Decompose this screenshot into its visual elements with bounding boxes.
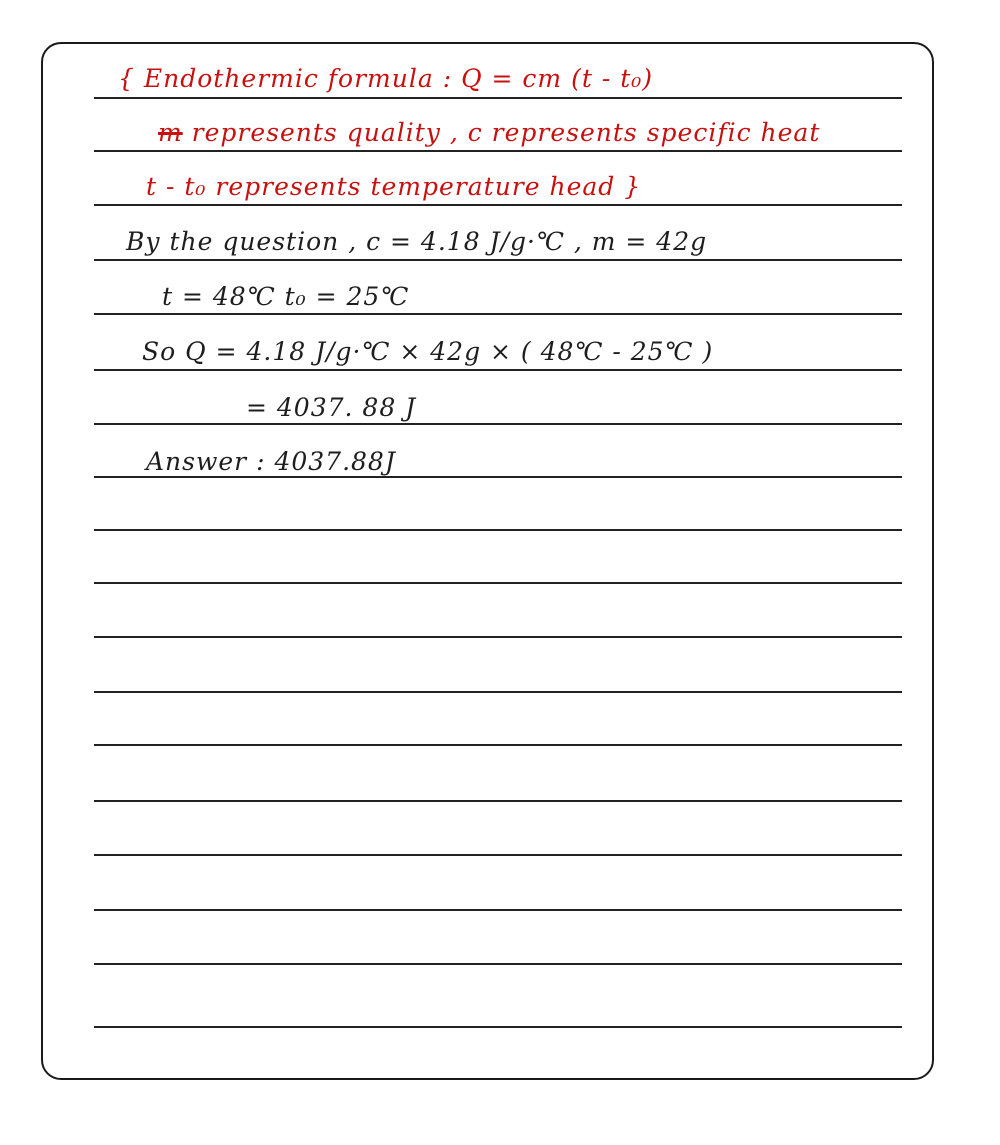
given-values-line: By the question , c = 4.18 J/g·℃ , m = 42g (126, 227, 708, 256)
ruled-line (94, 150, 902, 152)
definition-line (158, 118, 820, 147)
ruled-line (94, 369, 902, 371)
ruled-line (94, 800, 902, 802)
struck-symbol: m (158, 118, 183, 147)
ruled-line (94, 582, 902, 584)
ruled-line (94, 636, 902, 638)
ruled-line (94, 313, 902, 315)
formula-line: { Endothermic formula : Q = cm (t - t₀) (118, 64, 654, 93)
definition-text: represents quality , c represents specific heat (182, 118, 821, 147)
ruled-line (94, 529, 902, 531)
result-line: = 4037. 88 J (246, 393, 417, 422)
ruled-line (94, 963, 902, 965)
ruled-line (94, 476, 902, 478)
ruled-line (94, 854, 902, 856)
ruled-line (94, 259, 902, 261)
ruled-line (94, 423, 902, 425)
temperature-values-line: t = 48℃ t₀ = 25℃ (162, 282, 410, 311)
ruled-line (94, 909, 902, 911)
calculation-line: So Q = 4.18 J/g·℃ × 42g × ( 48℃ - 25℃ ) (142, 337, 714, 366)
temperature-definition-line: t - t₀ represents temperature head } (146, 172, 642, 201)
ruled-line (94, 97, 902, 99)
ruled-line (94, 1026, 902, 1028)
answer-line: Answer : 4037.88J (146, 447, 396, 476)
ruled-line (94, 744, 902, 746)
ruled-line (94, 691, 902, 693)
ruled-line (94, 204, 902, 206)
